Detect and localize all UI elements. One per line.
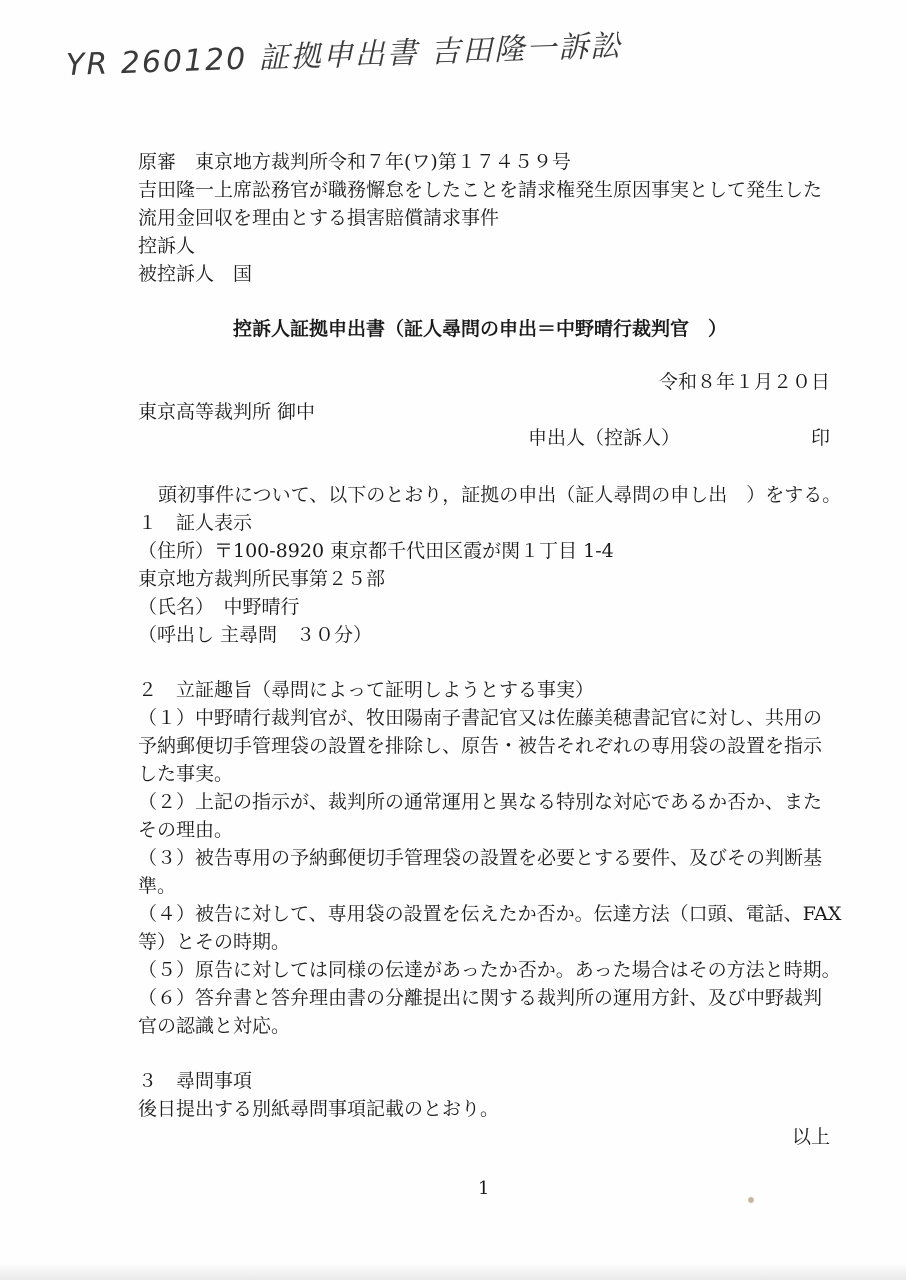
section3-heading: ３ 尋問事項 xyxy=(138,1070,253,1092)
witness-call: （呼出し 主尋問 ３０分） xyxy=(138,624,373,646)
section1-heading: １ 証人表示 xyxy=(138,512,253,534)
purpose-line: 予納郵便切手管理袋の設置を排除し、原告・被告それぞれの専用袋の設置を指示 xyxy=(138,735,823,757)
witness-office: 東京地方裁判所民事第２５部 xyxy=(138,568,386,590)
paper-speck xyxy=(748,1197,754,1203)
appellee-label: 被控訴人 国 xyxy=(138,263,253,285)
case-origin: 原審 東京地方裁判所令和７年(ワ)第１７４５９号 xyxy=(138,151,571,173)
appellant-label: 控訴人 xyxy=(138,235,196,257)
section3-body: 後日提出する別紙尋問事項記載のとおり。 xyxy=(138,1098,500,1120)
seal-mark: 印 xyxy=(810,427,830,449)
purpose-line: （４）被告に対して、専用袋の設置を伝えたか否か。伝達方法（口頭、電話、FAX xyxy=(138,903,842,925)
purpose-line: （３）被告専用の予納郵便切手管理袋の設置を必要とする要件、及びその判断基 xyxy=(138,847,823,869)
purpose-line: 等）とその時期。 xyxy=(138,931,291,953)
applicant-label: 申出人（控訴人） xyxy=(528,427,681,449)
purpose-line: （１）中野晴行裁判官が、牧田陽南子書記官又は佐藤美穂書記官に対し、共用の xyxy=(138,707,823,729)
handwritten-note: YR 260120 証拠申出書 吉田隆一訴訟 xyxy=(65,28,623,83)
purpose-line: （２）上記の指示が、裁判所の通常運用と異なる特別な対応であるか否か、また xyxy=(138,791,823,813)
document-date: 令和８年１月２０日 xyxy=(658,371,830,393)
purpose-line: その理由。 xyxy=(138,819,234,841)
purpose-line: した事実。 xyxy=(138,763,234,785)
case-name-line2: 流用金回収を理由とする損害賠償請求事件 xyxy=(138,207,500,229)
section2-heading: ２ 立証趣旨（尋問によって証明しようとする事実） xyxy=(138,679,595,701)
document-title: 控訴人証拠申出書（証人尋問の申出＝中野晴行裁判官 ） xyxy=(233,318,728,340)
addressee: 東京高等裁判所 御中 xyxy=(138,401,316,423)
witness-address: （住所）〒100-8920 東京都千代田区霞が関１丁目 1-4 xyxy=(138,540,614,562)
page-number: 1 xyxy=(478,1178,490,1199)
witness-name: （氏名） 中野晴行 xyxy=(138,596,300,618)
purpose-line: （５）原告に対しては同様の伝達があったか否か。あった場合はその方法と時期。 xyxy=(138,959,841,981)
case-name-line1: 吉田隆一上席訟務官が職務懈怠をしたことを請求権発生原因事実として発生した xyxy=(138,179,823,201)
intro-text: 頭初事件について、以下のとおり，証拠の申出（証人尋問の申し出 ）をする。 xyxy=(158,484,842,506)
page-bottom-edge xyxy=(0,1262,906,1280)
purpose-line: （６）答弁書と答弁理由書の分離提出に関する裁判所の運用方針、及び中野裁判 xyxy=(138,987,823,1009)
purpose-line: 官の認識と対応。 xyxy=(138,1015,291,1037)
closing-mark: 以上 xyxy=(791,1126,830,1148)
purpose-line: 準。 xyxy=(138,875,177,897)
